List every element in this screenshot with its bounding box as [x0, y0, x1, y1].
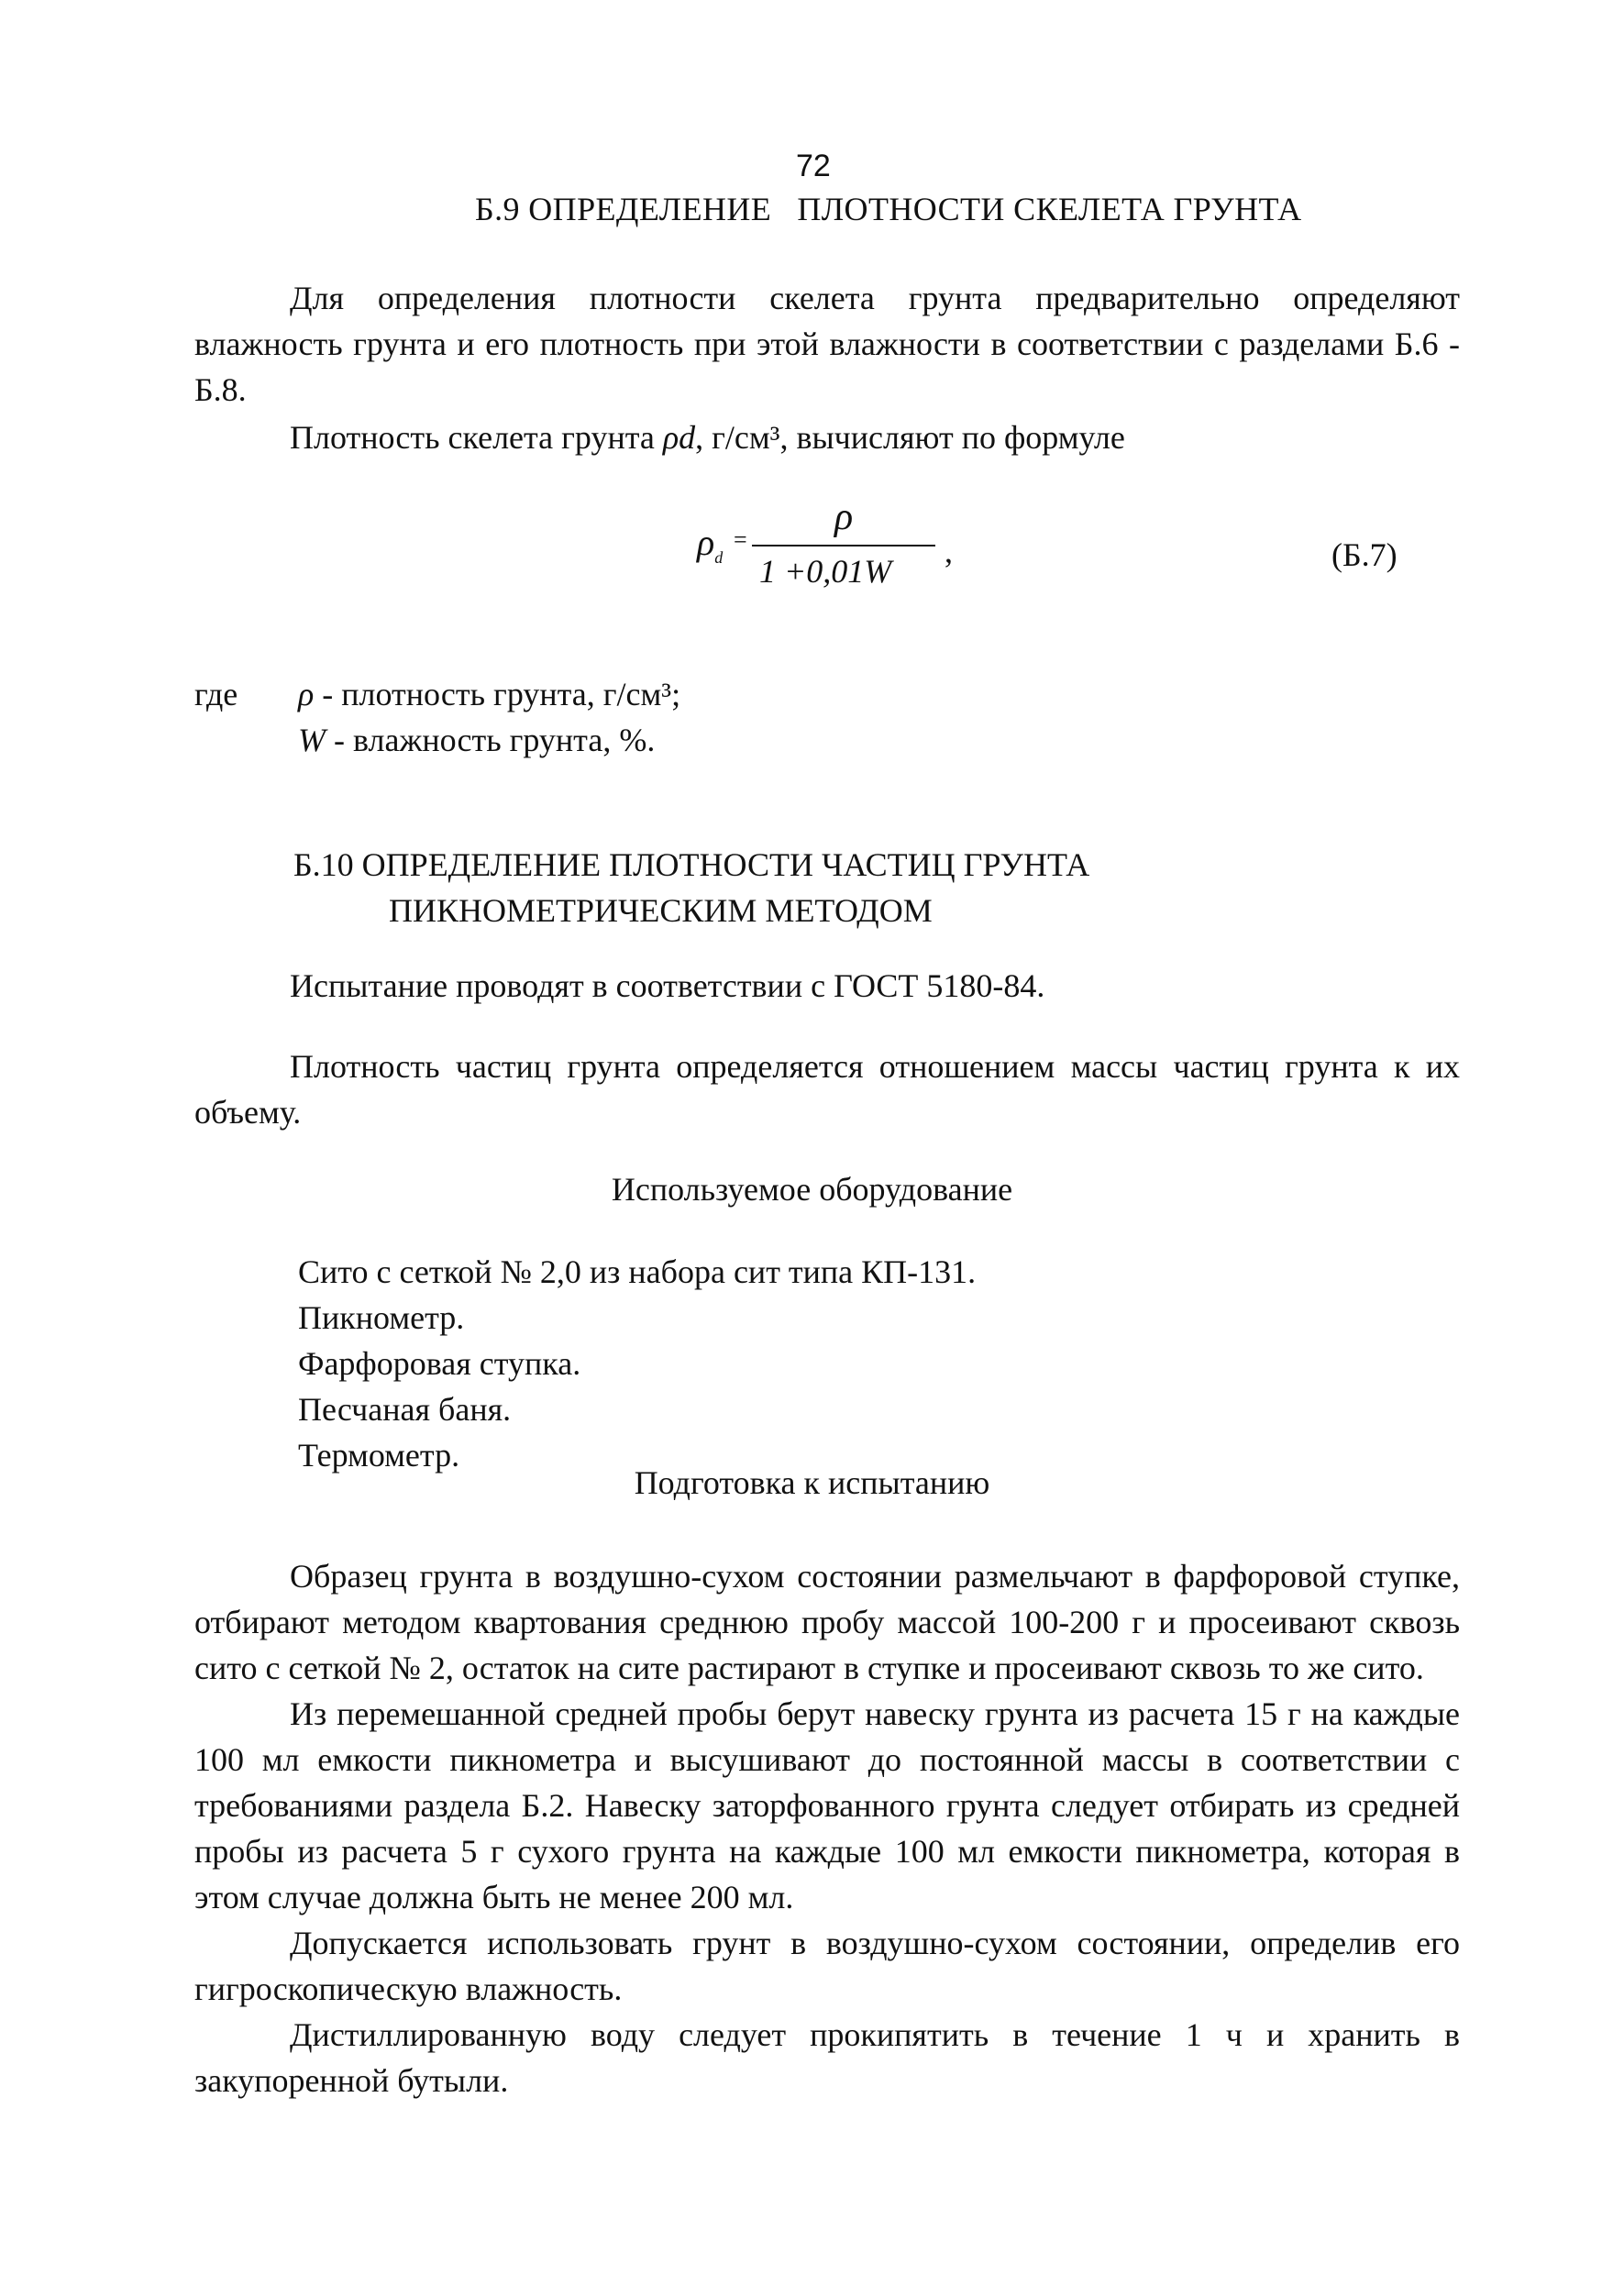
equation-number: (Б.7)	[1331, 536, 1398, 573]
where-symbol: W	[298, 722, 326, 758]
equipment-item: Песчаная баня.	[298, 1391, 512, 1428]
where-text: - влажность грунта, %.	[326, 722, 656, 758]
formula-b7	[697, 495, 972, 596]
equipment-item: Пикнометр.	[298, 1299, 465, 1336]
where-symbol: ρ	[298, 676, 315, 712]
page-number: 72	[796, 149, 831, 183]
preparation-text	[194, 1553, 1460, 2103]
section-b10-title-line1: Б.10 ОПРЕДЕЛЕНИЕ ПЛОТНОСТИ ЧАСТИЦ ГРУНТА	[293, 846, 1090, 883]
equipment-item: Термометр.	[298, 1437, 460, 1474]
section-b10-title-line2: ПИКНОМЕТРИЧЕСКИМ МЕТОДОМ	[389, 892, 933, 929]
paragraph: Допускается использовать грунт в воздушно-сухом состоянии, определив его гигроскопическую влажность.	[194, 1925, 1460, 2007]
equipment-item: Фарфоровая ступка.	[298, 1345, 581, 1382]
paragraph: Плотность частиц грунта определяется отношением массы частиц грунта к их объему.	[194, 1048, 1460, 1131]
formula-numerator: ρ	[834, 496, 854, 538]
paragraph: Для определения плотности скелета грунта предварительно определяют влажность грунта и его плотность при этой влажности в соответствии с разделами Б.6 - Б.8.	[194, 280, 1460, 408]
formula-intro	[290, 414, 1125, 460]
paragraph: Дистиллированную воду следует прокипятить в течение 1 ч и хранить в закупоренной бутыли.	[194, 2016, 1460, 2099]
formula-equals: =	[734, 526, 747, 553]
formula-lhs-subscript: d	[714, 548, 724, 567]
where-item	[298, 671, 680, 717]
formula-denominator: 1 +0,01W	[759, 553, 892, 590]
section-b10-title	[293, 842, 1089, 933]
paragraph: Из перемешанной средней пробы берут навеску грунта из расчета 15 г на каждые 100 мл емкости пикнометра и высушивают до постоянной массы в соответствии с требованиями раздела Б.2. Навеску заторфованного грунта следует отбирать из средней пробы из расчета 5 г сухого грунта на каждые 100 мл емкости пикнометра, которая в этом случае должна быть не менее 200 мл.	[194, 1695, 1460, 1915]
equipment-heading: Используемое оборудование	[611, 1171, 1013, 1208]
paragraph: Образец грунта в воздушно-сухом состоянии размельчают в фарфоровой ступке, отбирают методом квартования среднюю пробу массой 100-200 г и просеивают сквозь сито с сеткой № 2, остаток на сите растирают в ступке и просеивают сквозь то же сито.	[194, 1558, 1460, 1686]
formula-intro-before: Плотность скелета грунта	[290, 419, 663, 456]
equipment-item: Сито с сеткой № 2,0 из набора сит типа КП-131.	[298, 1253, 977, 1290]
formula-comma: ,	[945, 533, 953, 569]
where-text: - плотность грунта, г/см³;	[314, 676, 681, 712]
where-label: где	[194, 676, 238, 712]
formula-intro-after: , г/см³, вычисляют по формуле	[695, 419, 1125, 456]
section-b9-intro	[194, 275, 1460, 413]
section-b9-title: Б.9 ОПРЕДЕЛЕНИЕ ПЛОТНОСТИ СКЕЛЕТА ГРУНТА	[475, 191, 1302, 227]
definition-block	[194, 1043, 1460, 1135]
formula-lhs-symbol: ρ	[697, 522, 715, 563]
where-item	[298, 717, 655, 763]
equipment-list	[298, 1249, 976, 1478]
test-basis: Испытание проводят в соответствии с ГОСТ 5180-84.	[290, 967, 1045, 1004]
formula-lhs	[697, 521, 723, 568]
fraction-bar	[752, 545, 935, 546]
preparation-heading: Подготовка к испытанию	[634, 1464, 990, 1501]
formula-intro-symbol: ρd	[662, 419, 696, 456]
